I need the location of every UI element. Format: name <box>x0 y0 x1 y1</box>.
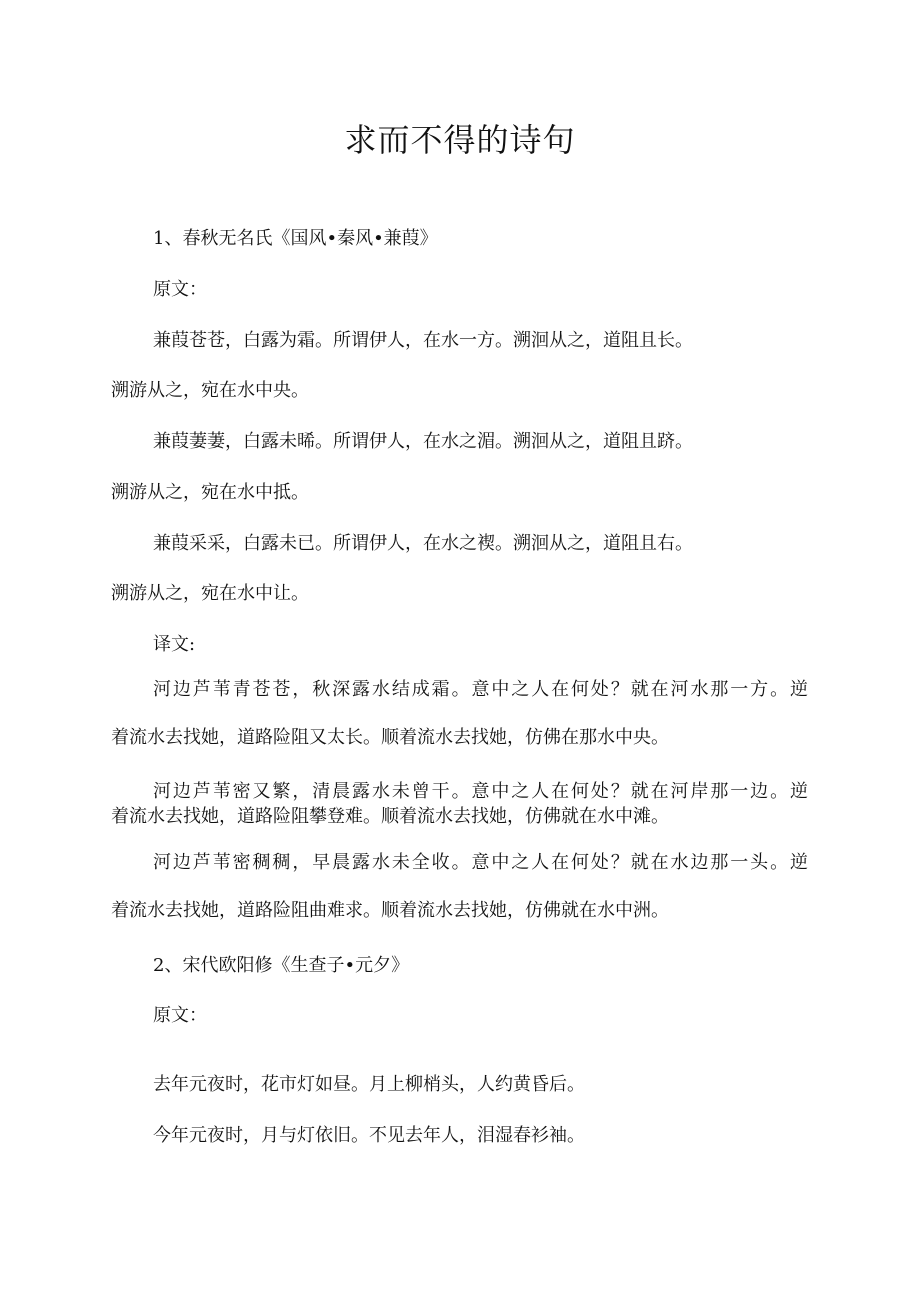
translation-line: 河边芦苇密稠稠，早晨露水未全收。意中之人在何处？就在水边那一头。逆 <box>153 852 808 873</box>
poem-line: 溯游从之，宛在水中让。 <box>111 583 309 604</box>
translation-label: 译文: <box>153 634 196 655</box>
section-heading: 2、宋代欧阳修《生查子•元夕》 <box>153 955 410 976</box>
translation-line: 着流水去找她，道路险阻攀登难。顺着流水去找她，仿佛就在水中滩。 <box>111 806 669 827</box>
original-label: 原文： <box>153 1005 207 1026</box>
poem-line: 溯游从之，宛在水中抵。 <box>111 482 309 503</box>
translation-line: 河边芦苇青苍苍，秋深露水结成霜。意中之人在何处？就在河水那一方。逆 <box>153 679 808 700</box>
translation-line: 着流水去找她，道路险阻又太长。顺着流水去找她，仿佛在那水中央。 <box>111 727 669 748</box>
poem-line: 兼葭苍苍，白露为霜。所谓伊人，在水一方。溯洄从之，道阻且长。 <box>153 330 693 351</box>
translation-line: 着流水去找她，道路险阻曲难求。顺着流水去找她，仿佛就在水中洲。 <box>111 900 669 921</box>
translation-line: 河边芦苇密又繁，清晨露水未曾干。意中之人在何处？就在河岸那一边。逆 <box>153 781 808 802</box>
original-label: 原文： <box>153 279 207 300</box>
poem-line: 去年元夜时，花市灯如昼。月上柳梢头，人约黄昏后。 <box>153 1074 585 1095</box>
poem-line: 今年元夜时，月与灯依旧。不见去年人，泪湿春衫袖。 <box>153 1125 585 1146</box>
poem-line: 兼葭萋萋，白露未晞。所谓伊人，在水之湄。溯洄从之，道阻且跻。 <box>153 431 693 452</box>
poem-line: 溯游从之，宛在水中央。 <box>111 380 309 401</box>
poem-line: 兼葭采采，白露未已。所谓伊人，在水之褉。溯洄从之，道阻且右。 <box>153 533 693 554</box>
page-title: 求而不得的诗句 <box>344 121 576 159</box>
section-heading: 1、春秋无名氏《国风•秦风•兼葭》 <box>153 228 438 249</box>
